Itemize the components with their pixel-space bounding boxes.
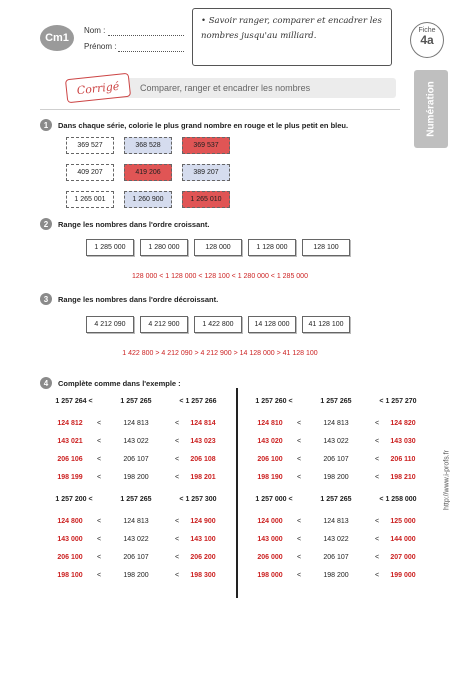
answer-upper: 199 000	[390, 572, 416, 579]
answer-lower: 124 812	[57, 420, 83, 427]
exercise-number: 2	[40, 218, 52, 230]
less-than-sign: <	[296, 474, 302, 481]
site-url-text: http://www.i-profs.fr	[443, 450, 451, 510]
number-cell[interactable]: 369 527	[66, 137, 114, 154]
answer-lower: 124 810	[257, 420, 283, 427]
column-divider	[236, 388, 238, 598]
fiche-badge	[410, 22, 444, 58]
less-than-sign: <	[96, 518, 102, 525]
example-cell: 1 257 200 <	[55, 496, 93, 503]
exercise-number: 3	[40, 293, 52, 305]
answer-lower: 198 190	[257, 474, 283, 481]
less-than-sign: <	[374, 438, 380, 445]
given-number: 206 107	[123, 554, 149, 561]
given-number: 198 200	[123, 474, 149, 481]
example-cell: < 1 257 270	[379, 398, 417, 405]
answer-upper: 125 000	[390, 518, 416, 525]
example-cell: < 1 257 300	[179, 496, 217, 503]
less-than-sign: <	[296, 572, 302, 579]
corrige-stamp: Corrigé	[65, 73, 131, 104]
exercise-number: 1	[40, 119, 52, 131]
answer-upper: 207 000	[390, 554, 416, 561]
less-than-sign: <	[374, 420, 380, 427]
less-than-sign: <	[96, 536, 102, 543]
answer-lower: 124 800	[57, 518, 83, 525]
number-cell[interactable]: 389 207	[182, 164, 230, 181]
objective-box	[192, 8, 392, 66]
answer-upper: 124 820	[390, 420, 416, 427]
less-than-sign: <	[96, 554, 102, 561]
answer-lower: 206 100	[57, 554, 83, 561]
nom-field[interactable]	[108, 27, 184, 36]
less-than-sign: <	[296, 438, 302, 445]
answer-upper: 144 000	[390, 536, 416, 543]
example-cell: < 1 258 000	[379, 496, 417, 503]
given-number: 143 022	[323, 536, 349, 543]
answer-upper: 143 023	[190, 438, 216, 445]
answer-upper: 206 108	[190, 456, 216, 463]
fiche-label: Fiche	[418, 27, 436, 34]
number-cell[interactable]: 368 528	[124, 137, 172, 154]
answer-lower: 143 020	[257, 438, 283, 445]
given-number: 124 813	[323, 420, 349, 427]
answer-upper: 206 110	[390, 456, 416, 463]
less-than-sign: <	[96, 474, 102, 481]
number-cell[interactable]: 1 260 900	[124, 191, 172, 208]
subject-label: Numération	[425, 81, 437, 137]
number-box: 14 128 000	[248, 316, 296, 333]
bullet-icon: •	[201, 16, 209, 26]
given-number: 206 107	[323, 456, 349, 463]
less-than-sign: <	[296, 420, 302, 427]
less-than-sign: <	[296, 518, 302, 525]
answer-lower: 198 100	[57, 572, 83, 579]
answer-lower: 143 000	[257, 536, 283, 543]
less-than-sign: <	[296, 536, 302, 543]
less-than-sign: <	[296, 554, 302, 561]
less-than-sign: <	[96, 420, 102, 427]
answer-upper: 124 814	[190, 420, 216, 427]
number-box: 4 212 900	[140, 316, 188, 333]
less-than-sign: <	[174, 456, 180, 463]
fiche-number: 4a	[420, 33, 434, 47]
less-than-sign: <	[174, 554, 180, 561]
example-cell: 1 257 265	[120, 398, 152, 405]
exercise2-answer: 128 000 < 1 128 000 < 128 100 < 1 280 000 < 1 285 000	[132, 273, 308, 280]
number-box: 1 422 800	[194, 316, 242, 333]
number-box: 41 128 100	[302, 316, 350, 333]
given-number: 206 107	[123, 456, 149, 463]
number-box: 1 128 000	[248, 239, 296, 256]
subject-tab	[414, 70, 448, 148]
number-box: 1 285 000	[86, 239, 134, 256]
answer-lower: 206 106	[57, 456, 83, 463]
answer-upper: 198 210	[390, 474, 416, 481]
answer-lower: 198 199	[57, 474, 83, 481]
prenom-label: Prénom :	[84, 42, 117, 51]
number-box: 4 212 090	[86, 316, 134, 333]
number-box: 128 100	[302, 239, 350, 256]
less-than-sign: <	[374, 474, 380, 481]
prenom-field[interactable]	[118, 43, 184, 52]
answer-upper: 198 201	[190, 474, 216, 481]
answer-upper: 143 100	[190, 536, 216, 543]
given-number: 143 022	[123, 536, 149, 543]
answer-upper: 143 030	[390, 438, 416, 445]
example-cell: < 1 257 266	[179, 398, 217, 405]
answer-lower: 143 021	[57, 438, 83, 445]
number-cell[interactable]: 1 265 001	[66, 191, 114, 208]
less-than-sign: <	[174, 420, 180, 427]
objective-text: Savoir ranger, comparer et encadrer les nombres jusqu'au milliard.	[201, 16, 382, 41]
divider	[40, 109, 400, 110]
less-than-sign: <	[174, 518, 180, 525]
given-number: 143 022	[323, 438, 349, 445]
answer-lower: 206 100	[257, 456, 283, 463]
exercise-number: 4	[40, 377, 52, 389]
number-cell[interactable]: 409 207	[66, 164, 114, 181]
given-number: 198 200	[323, 572, 349, 579]
example-cell: 1 257 000 <	[255, 496, 293, 503]
less-than-sign: <	[374, 518, 380, 525]
answer-lower: 206 000	[257, 554, 283, 561]
exercise3-answer: 1 422 800 > 4 212 090 > 4 212 900 > 14 128 000 > 41 128 100	[122, 350, 318, 357]
less-than-sign: <	[374, 456, 380, 463]
less-than-sign: <	[174, 536, 180, 543]
example-cell: 1 257 265	[320, 398, 352, 405]
number-cell[interactable]: 419 206	[124, 164, 172, 181]
exercise-title: Range les nombres dans l'ordre décroissant.	[58, 295, 219, 304]
given-number: 124 813	[323, 518, 349, 525]
number-cell[interactable]: 1 265 010	[182, 191, 230, 208]
example-cell: 1 257 264 <	[55, 398, 93, 405]
less-than-sign: <	[374, 572, 380, 579]
example-cell: 1 257 265	[320, 496, 352, 503]
given-number: 206 107	[323, 554, 349, 561]
exercise-title: Complète comme dans l'exemple :	[58, 379, 181, 388]
answer-upper: 198 300	[190, 572, 216, 579]
less-than-sign: <	[174, 572, 180, 579]
page-title: Comparer, ranger et encadrer les nombres	[108, 78, 396, 98]
answer-lower: 124 000	[257, 518, 283, 525]
exercise-title: Dans chaque série, colorie le plus grand nombre en rouge et le plus petit en bleu.	[58, 121, 349, 130]
given-number: 198 200	[123, 572, 149, 579]
class-badge: Cm1	[40, 25, 74, 51]
less-than-sign: <	[374, 536, 380, 543]
less-than-sign: <	[296, 456, 302, 463]
site-url	[440, 450, 454, 510]
answer-lower: 143 000	[57, 536, 83, 543]
nom-label: Nom :	[84, 26, 106, 35]
less-than-sign: <	[96, 456, 102, 463]
answer-upper: 124 900	[190, 518, 216, 525]
exercise-title: Range les nombres dans l'ordre croissant.	[58, 220, 210, 229]
answer-lower: 198 000	[257, 572, 283, 579]
number-box: 1 280 000	[140, 239, 188, 256]
less-than-sign: <	[96, 572, 102, 579]
given-number: 198 200	[323, 474, 349, 481]
less-than-sign: <	[96, 438, 102, 445]
given-number: 143 022	[123, 438, 149, 445]
less-than-sign: <	[174, 438, 180, 445]
given-number: 124 813	[123, 420, 149, 427]
given-number: 124 813	[123, 518, 149, 525]
less-than-sign: <	[174, 474, 180, 481]
answer-upper: 206 200	[190, 554, 216, 561]
number-cell[interactable]: 369 537	[182, 137, 230, 154]
example-cell: 1 257 265	[120, 496, 152, 503]
number-box: 128 000	[194, 239, 242, 256]
example-cell: 1 257 260 <	[255, 398, 293, 405]
less-than-sign: <	[374, 554, 380, 561]
